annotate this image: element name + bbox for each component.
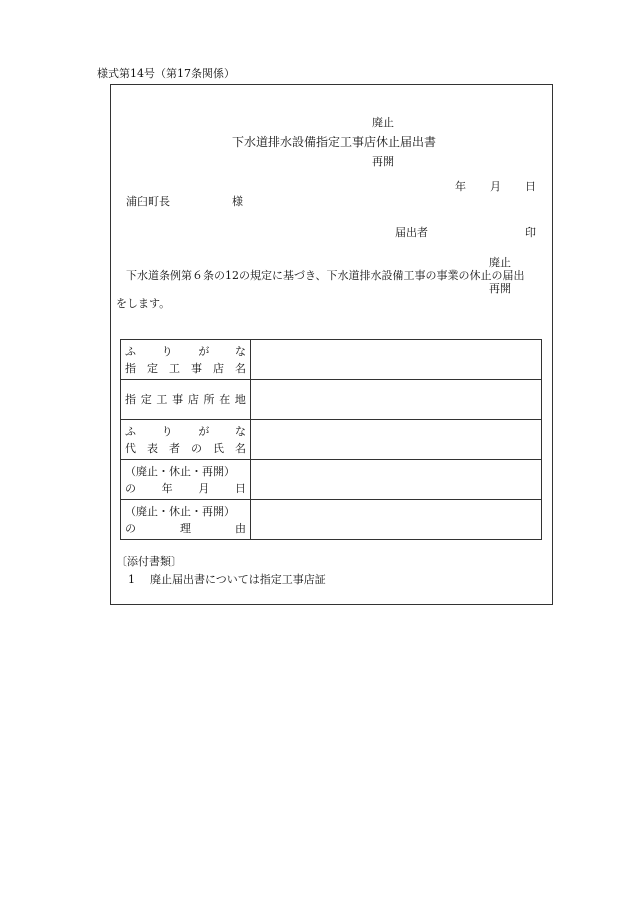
label-line: [125, 503, 246, 520]
addressee-honorific: 様: [232, 195, 243, 208]
body-text-line2: をします。: [116, 297, 171, 310]
label-char: 定: [147, 361, 158, 375]
label-char: 由: [235, 521, 246, 535]
label-char: 理: [180, 521, 191, 535]
label-char: 氏: [213, 441, 224, 455]
table-row: [121, 340, 542, 380]
notifier-label: 届出者: [395, 226, 428, 239]
label-char: の: [125, 521, 136, 535]
label-line: [125, 440, 246, 457]
seal-mark: 印: [525, 226, 536, 239]
row-label: [121, 460, 251, 500]
date-month-label: 月: [490, 180, 501, 193]
body-option-abolish: 廃止: [489, 256, 511, 269]
label-char: 指: [125, 393, 136, 406]
title-option-resume: 再開: [372, 155, 394, 168]
label-char: り: [161, 424, 173, 438]
date-field[interactable]: [251, 460, 542, 500]
label-char: な: [234, 424, 246, 438]
label-char: 店: [187, 393, 199, 406]
label-char: 年: [161, 481, 173, 495]
label-char: 定: [140, 393, 152, 406]
row-label: [121, 380, 251, 420]
title-option-abolish: 廃止: [372, 116, 394, 129]
label-char: 指: [125, 361, 136, 375]
label-char: り: [161, 344, 173, 358]
shop-name-field[interactable]: [251, 340, 542, 380]
label-char: 者: [169, 441, 180, 455]
date-year-label: 年: [455, 180, 466, 193]
registration-table: [120, 339, 542, 540]
label-line: [125, 520, 246, 537]
form-number: 様式第14号（第17条関係）: [97, 67, 235, 80]
label-char: 工: [156, 393, 168, 406]
label-char: 在: [219, 393, 231, 406]
row-label: [121, 340, 251, 380]
label-char: の: [191, 441, 202, 455]
date-day-label: 日: [525, 180, 536, 193]
label-char: （廃止・休止・再開）: [125, 464, 235, 478]
label-char: が: [198, 424, 210, 438]
label-line: [125, 480, 246, 497]
label-char: 所: [203, 393, 215, 406]
label-char: 月: [198, 481, 210, 495]
addressee-name: 浦臼町長: [126, 195, 170, 208]
body-text-line1: 下水道条例第６条の12の規定に基づき、下水道排水設備工事の事業の休止の届出: [126, 269, 525, 282]
label-char: 事: [172, 393, 184, 406]
table-row: [121, 380, 542, 420]
label-char: な: [234, 344, 246, 358]
shop-address-field[interactable]: [251, 380, 542, 420]
label-line: [125, 463, 246, 480]
reason-field[interactable]: [251, 500, 542, 540]
label-char: 表: [147, 441, 158, 455]
label-char: の: [125, 481, 136, 495]
label-line: [125, 423, 246, 440]
attachment-item-number: 1: [128, 573, 135, 586]
label-char: 日: [234, 481, 246, 495]
attachment-item-text: 廃止届出書については指定工事店証: [150, 573, 326, 586]
label-char: が: [198, 344, 210, 358]
label-char: 工: [169, 361, 180, 375]
label-line: [125, 360, 246, 377]
attachments-heading: 〔添付書類〕: [116, 555, 182, 568]
label-char: （廃止・休止・再開）: [125, 504, 235, 518]
label-char: 代: [125, 441, 136, 455]
body-option-resume: 再開: [489, 282, 511, 295]
label-char: 事: [191, 361, 202, 375]
table-row: [121, 500, 542, 540]
label-char: 名: [235, 441, 246, 455]
document-title: 下水道排水設備指定工事店休止届出書: [232, 135, 437, 149]
label-char: ふ: [125, 344, 136, 358]
label-char: ふ: [125, 424, 136, 438]
table-row: [121, 420, 542, 460]
label-line: [125, 343, 246, 360]
row-label: [121, 420, 251, 460]
row-label: [121, 500, 251, 540]
representative-name-field[interactable]: [251, 420, 542, 460]
label-char: 名: [235, 361, 246, 375]
label-line: [125, 391, 246, 408]
label-char: 店: [213, 361, 224, 375]
table-row: [121, 460, 542, 500]
label-char: 地: [234, 393, 246, 406]
